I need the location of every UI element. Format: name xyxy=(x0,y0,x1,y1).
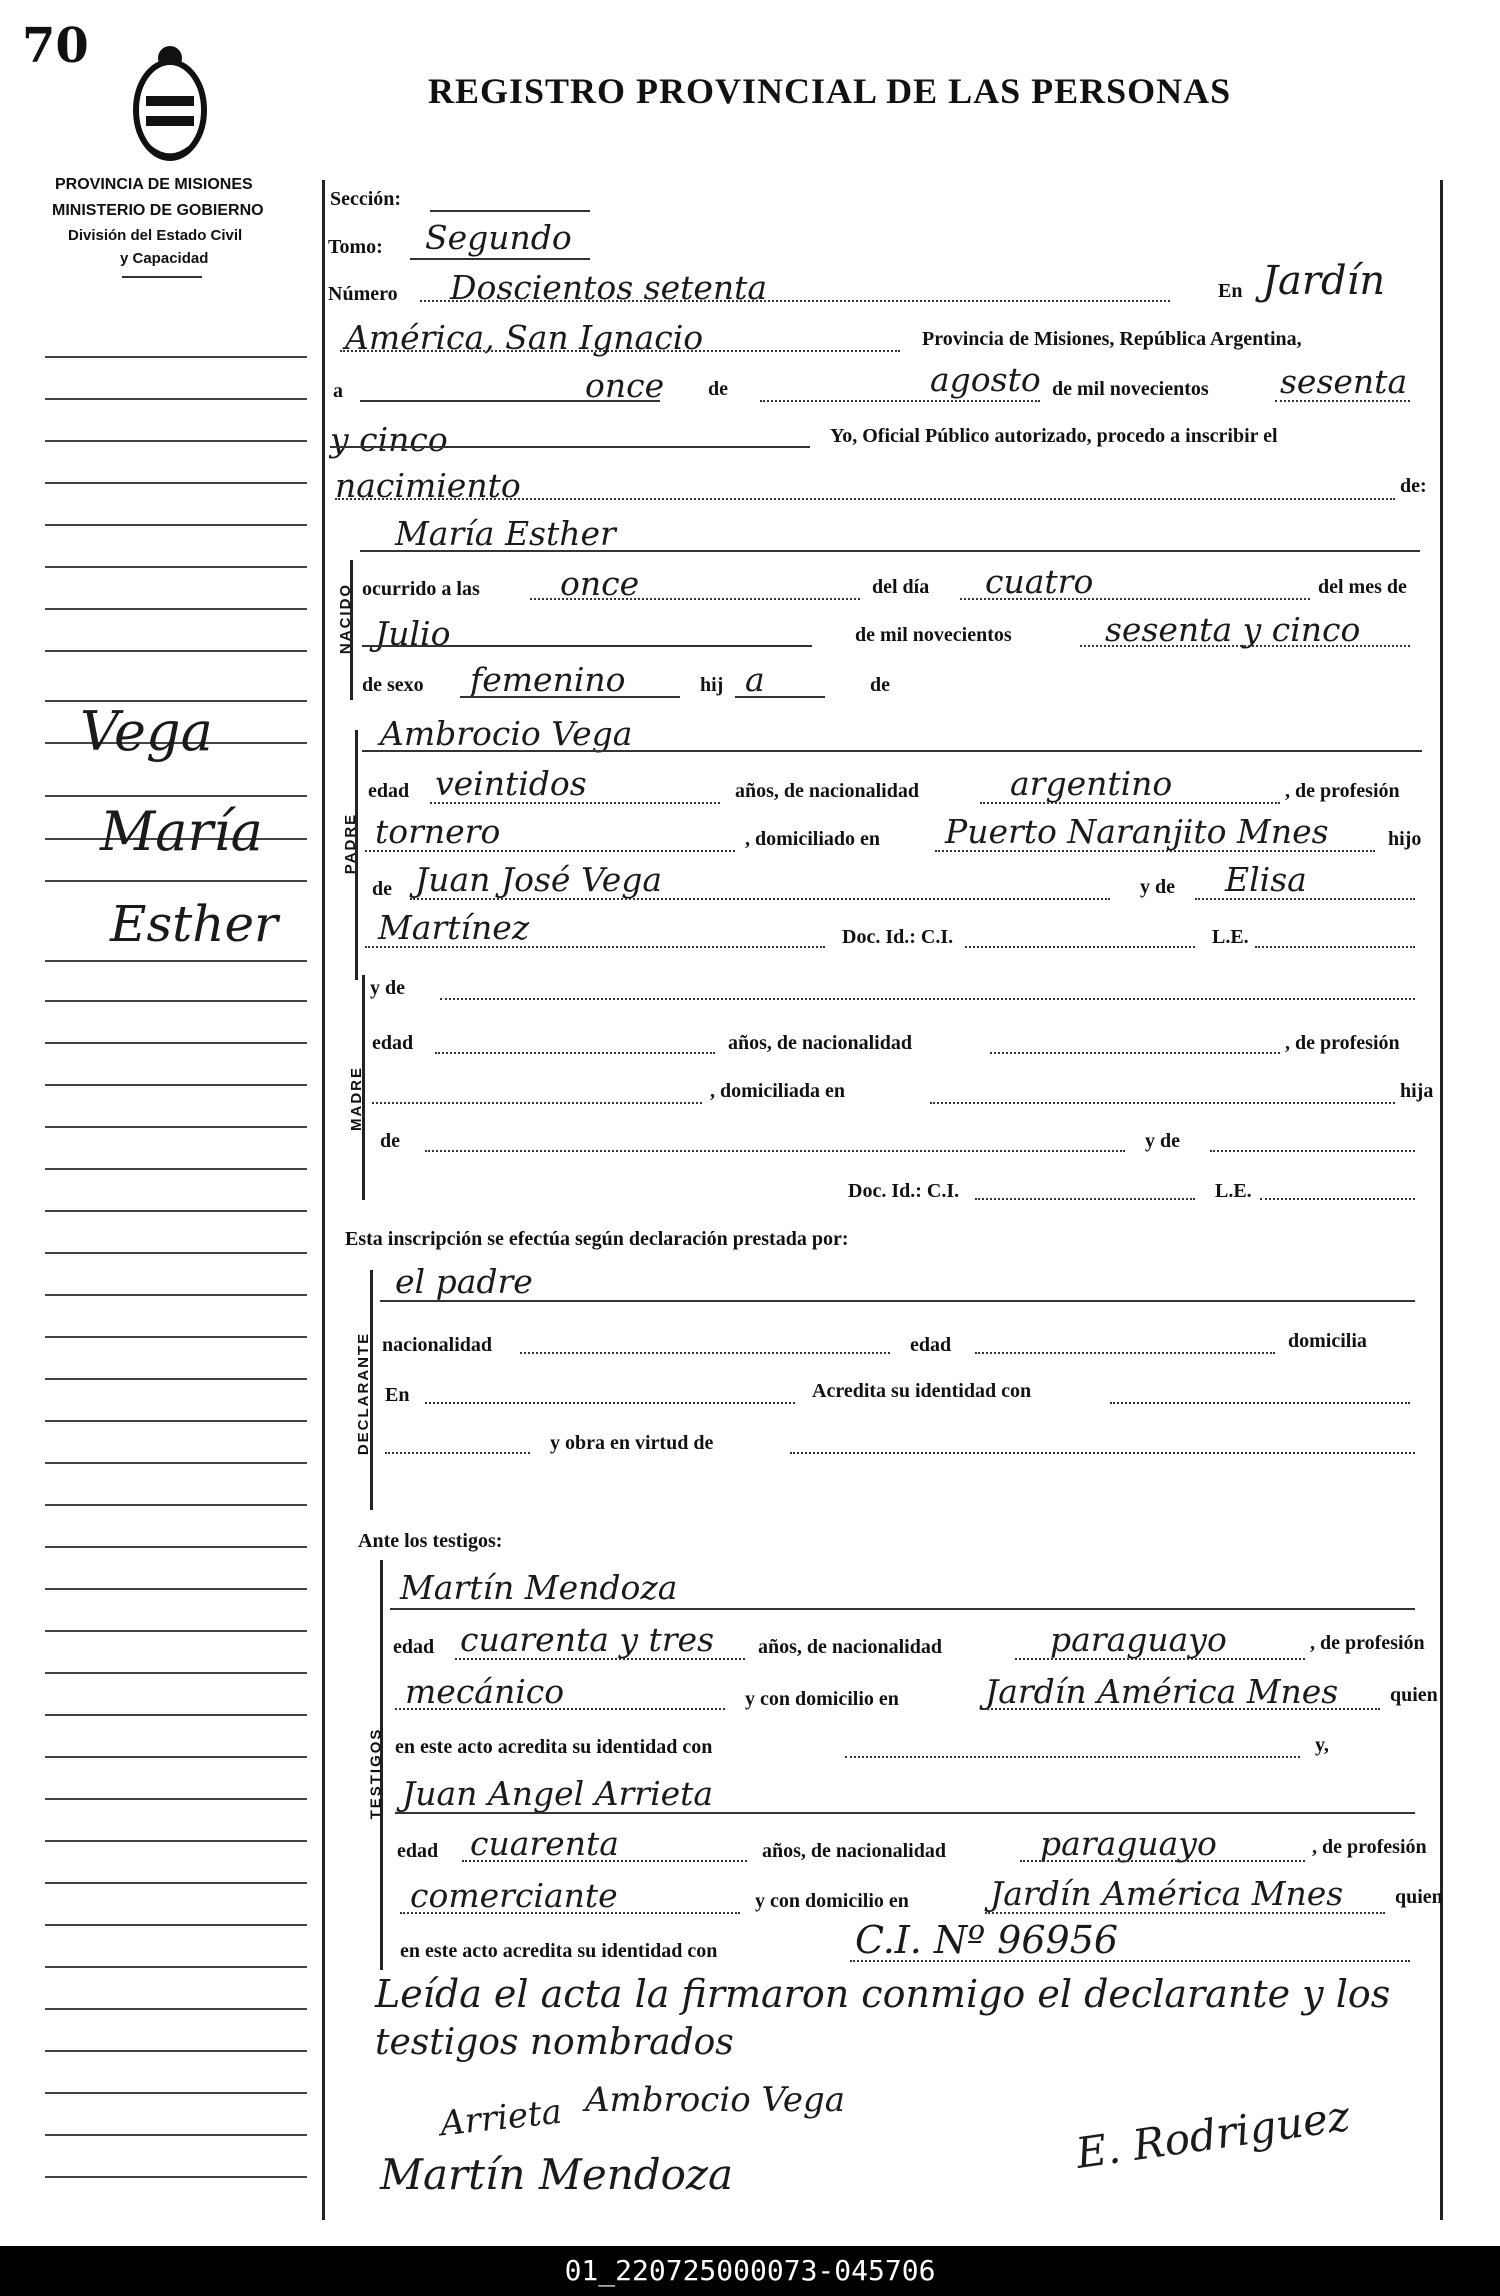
field-testigo2[interactable] xyxy=(395,1812,1415,1814)
field-nombre[interactable] xyxy=(360,550,1420,552)
value-t1-prof: mecánico xyxy=(405,1672,565,1711)
field-t2-identidad[interactable] xyxy=(850,1960,1410,1962)
label-hija: hija xyxy=(1400,1080,1434,1102)
value-t1-nac: paraguayo xyxy=(1050,1620,1227,1659)
field-acredita[interactable] xyxy=(1110,1402,1410,1404)
value-mes-nac: Julio xyxy=(375,614,451,653)
field-seccion[interactable] xyxy=(430,210,590,212)
label-de-mil2: de mil novecientos xyxy=(855,624,1012,646)
label-madre-de: de xyxy=(380,1130,400,1152)
label-obra: y obra en virtud de xyxy=(550,1432,714,1454)
field-t1-nac[interactable] xyxy=(1015,1658,1305,1660)
label-doc-id-madre: Doc. Id.: C.I. xyxy=(848,1180,960,1202)
value-t2-prof: comerciante xyxy=(410,1876,618,1915)
label-t1-nac: años, de nacionalidad xyxy=(758,1636,942,1658)
label-le-padre: L.E. xyxy=(1212,926,1249,948)
field-obra[interactable] xyxy=(790,1452,1415,1454)
field-numero[interactable] xyxy=(420,300,1170,302)
field-le-madre[interactable] xyxy=(1260,1198,1415,1200)
field-sexo[interactable] xyxy=(460,696,680,698)
field-t2-dom[interactable] xyxy=(985,1912,1385,1914)
value-padre: Ambrocio Vega xyxy=(380,714,633,753)
label-t2-nac: años, de nacionalidad xyxy=(762,1840,946,1862)
value-dia-nac: cuatro xyxy=(985,562,1094,601)
field-dia[interactable] xyxy=(360,400,660,402)
section-label-declarante: DECLARANTE xyxy=(355,1331,373,1456)
label-de-colon: de: xyxy=(1400,475,1427,497)
label-ante-testigos: Ante los testigos: xyxy=(358,1530,503,1552)
label-del-mes: del mes de xyxy=(1318,576,1407,598)
field-hij[interactable] xyxy=(735,696,825,698)
field-declarante[interactable] xyxy=(380,1300,1415,1302)
label-padre-prof: , de profesión xyxy=(1285,780,1400,802)
value-testigo2: Juan Angel Arrieta xyxy=(402,1774,714,1813)
label-padre-nac: años, de nacionalidad xyxy=(735,780,919,802)
value-t1-dom: Jardín América Mnes xyxy=(985,1672,1339,1711)
label-t2-edad: edad xyxy=(397,1840,439,1862)
label-del-dia: del día xyxy=(872,576,930,598)
field-anio2[interactable] xyxy=(330,446,810,448)
value-abuela2: Martínez xyxy=(378,908,530,947)
field-t1-prof[interactable] xyxy=(395,1708,725,1710)
label-t1-y: y, xyxy=(1315,1734,1329,1756)
value-padre-prof: tornero xyxy=(375,812,501,851)
page-number: 70 xyxy=(22,18,89,74)
org-line-3: División del Estado Civil xyxy=(68,227,243,244)
coat-of-arms-icon xyxy=(130,38,210,168)
field-abuelo[interactable] xyxy=(410,898,1110,900)
field-decl-edad[interactable] xyxy=(975,1352,1275,1354)
field-padre-dom[interactable] xyxy=(935,850,1375,852)
org-line-4: y Capacidad xyxy=(120,250,209,267)
label-en: En xyxy=(1218,280,1243,302)
field-hora[interactable] xyxy=(530,598,860,600)
label-de-2: de xyxy=(870,674,890,696)
value-numero: Doscientos setenta xyxy=(450,268,768,307)
field-padre-nac[interactable] xyxy=(980,802,1280,804)
label-de-sexo: de sexo xyxy=(362,674,424,696)
label-madre-y-de: y de xyxy=(370,977,405,999)
label-yo: Yo, Oficial Público autorizado, procedo a inscribir el xyxy=(830,425,1278,447)
field-tomo[interactable] xyxy=(410,258,590,260)
document-id-footer: 01_220725000073-045706 xyxy=(0,2246,1500,2296)
field-abuela[interactable] xyxy=(1195,898,1415,900)
label-padre-de: de xyxy=(372,878,392,900)
org-line-2: MINISTERIO DE GOBIERNO xyxy=(52,202,264,219)
field-dia-nac[interactable] xyxy=(960,598,1310,600)
label-provincia: Provincia de Misiones, República Argentina, xyxy=(922,328,1302,350)
section-label-padre: PADRE xyxy=(342,812,360,875)
field-decl-en[interactable] xyxy=(425,1402,795,1404)
field-madre-padre[interactable] xyxy=(425,1150,1125,1152)
label-padre-edad: edad xyxy=(368,780,410,802)
label-madre-y-de2: y de xyxy=(1145,1130,1180,1152)
closing-line-2: testigos nombrados xyxy=(375,2022,734,2063)
label-le-madre: L.E. xyxy=(1215,1180,1252,1202)
label-acredita: Acredita su identidad con xyxy=(812,1380,1032,1402)
label-madre-prof: , de profesión xyxy=(1285,1032,1400,1054)
field-mes-nac[interactable] xyxy=(362,645,812,647)
field-ci-padre[interactable] xyxy=(965,946,1195,948)
value-sexo: femenino xyxy=(470,660,626,699)
field-le-padre[interactable] xyxy=(1255,946,1415,948)
label-tomo: Tomo: xyxy=(328,236,383,258)
label-domiciliada: , domiciliada en xyxy=(710,1080,846,1102)
field-t2-prof[interactable] xyxy=(400,1912,740,1914)
value-anio: sesenta xyxy=(1280,362,1408,401)
value-t2-doc: C.I. Nº 96956 xyxy=(855,1918,1119,1962)
org-line-1: PROVINCIA DE MISIONES xyxy=(55,176,253,193)
field-padre[interactable] xyxy=(362,750,1422,752)
field-ci-madre[interactable] xyxy=(975,1198,1195,1200)
main-right-rule xyxy=(1440,180,1443,2220)
label-t1-edad: edad xyxy=(393,1636,435,1658)
value-t2-dom: Jardín América Mnes xyxy=(990,1874,1344,1913)
value-en-lugar: Jardín xyxy=(1262,258,1386,304)
field-t1-edad[interactable] xyxy=(455,1658,745,1660)
field-anio-nac[interactable] xyxy=(1080,645,1410,647)
label-de-mil: de mil novecientos xyxy=(1052,378,1209,400)
margin-given-name-1: María xyxy=(100,800,263,863)
label-ocurrido: ocurrido a las xyxy=(362,578,480,600)
value-padre-dom: Puerto Naranjito Mnes xyxy=(945,812,1329,851)
value-padre-nac: argentino xyxy=(1010,764,1173,803)
margin-surname: Vega xyxy=(80,700,213,763)
field-abuela2[interactable] xyxy=(365,946,825,948)
section-label-nacido: NACIDO xyxy=(337,582,355,655)
field-madre-nac[interactable] xyxy=(990,1052,1280,1054)
label-t1-en-este: en este acto acredita su identidad con xyxy=(395,1736,713,1758)
label-domiciliado: , domiciliado en xyxy=(745,828,881,850)
value-dia: once xyxy=(585,366,665,405)
field-padre-prof[interactable] xyxy=(365,850,735,852)
label-t2-quien: quien xyxy=(1395,1886,1443,1908)
signature-testigo1: Martín Mendoza xyxy=(380,2150,734,2199)
value-abuela: Elisa xyxy=(1225,860,1307,899)
label-doc-id-padre: Doc. Id.: C.I. xyxy=(842,926,954,948)
field-madre-madre[interactable] xyxy=(1210,1150,1415,1152)
value-declarante: el padre xyxy=(395,1262,533,1301)
label-t1-quien: quien xyxy=(1390,1684,1438,1706)
field-t1-dom[interactable] xyxy=(980,1708,1380,1710)
closing-line-1: Leída el acta la firmaron conmigo el declarante y los xyxy=(375,1972,1391,2016)
document-title: REGISTRO PROVINCIAL DE LAS PERSONAS xyxy=(428,71,1232,111)
label-decl-en: En xyxy=(385,1384,410,1406)
value-abuelo: Juan José Vega xyxy=(415,860,663,899)
label-madre-edad: edad xyxy=(372,1032,414,1054)
label-madre-nac: años, de nacionalidad xyxy=(728,1032,912,1054)
main-left-rule xyxy=(322,180,325,2220)
value-padre-edad: veintidos xyxy=(435,764,587,803)
label-decl-nacionalidad: nacionalidad xyxy=(382,1334,493,1356)
label-decl-domicilia: domicilia xyxy=(1288,1330,1367,1352)
label-hijo: hijo xyxy=(1388,828,1422,850)
field-decl-nacionalidad[interactable] xyxy=(520,1352,890,1354)
label-hij: hij xyxy=(700,674,724,696)
org-divider xyxy=(122,276,202,278)
value-hora: once xyxy=(560,564,640,603)
label-seccion: Sección: xyxy=(330,188,402,210)
field-lugar2[interactable] xyxy=(340,350,900,352)
field-tipo[interactable] xyxy=(335,498,1395,500)
label-a: a xyxy=(333,380,343,402)
field-madre-prof[interactable] xyxy=(372,1102,702,1104)
margin-given-name-2: Esther xyxy=(110,895,278,953)
value-nombre: María Esther xyxy=(395,514,616,553)
value-mes: agosto xyxy=(930,360,1041,399)
field-padre-edad[interactable] xyxy=(430,802,720,804)
value-lugar2: América, San Ignacio xyxy=(345,318,704,357)
label-t2-en-este: en este acto acredita su identidad con xyxy=(400,1940,718,1962)
field-madre-edad[interactable] xyxy=(435,1052,715,1054)
label-t2-prof: , de profesión xyxy=(1312,1836,1427,1858)
field-t2-nac[interactable] xyxy=(1020,1860,1305,1862)
field-t2-edad[interactable] xyxy=(462,1860,747,1862)
signature-declarante: Ambrocio Vega xyxy=(585,2080,846,2120)
field-anio[interactable] xyxy=(1275,400,1410,402)
value-anio-nac: sesenta y cinco xyxy=(1105,610,1361,649)
label-esta-inscripcion: Esta inscripción se efectúa según declaración prestada por: xyxy=(345,1228,849,1250)
value-hij-suffix: a xyxy=(745,660,765,699)
field-mes[interactable] xyxy=(760,400,1040,402)
section-label-testigos: TESTIGOS xyxy=(367,1727,385,1820)
label-decl-edad: edad xyxy=(910,1334,952,1356)
value-anio2: y cinco xyxy=(330,420,448,459)
field-testigo1[interactable] xyxy=(390,1608,1415,1610)
label-t1-con-dom: y con domicilio en xyxy=(745,1688,899,1710)
section-label-madre: MADRE xyxy=(348,1066,365,1131)
signature-oficial: E. Rodriguez xyxy=(1072,2091,1353,2178)
label-t2-con-dom: y con domicilio en xyxy=(755,1890,909,1912)
label-numero: Número xyxy=(328,283,398,305)
value-tomo: Segundo xyxy=(425,218,572,257)
field-madre-dom[interactable] xyxy=(930,1102,1395,1104)
label-t1-prof: , de profesión xyxy=(1310,1632,1425,1654)
field-decl-obra-pre[interactable] xyxy=(385,1452,530,1454)
signature-arrieta: Arrieta xyxy=(438,2091,564,2145)
label-de: de xyxy=(708,378,728,400)
value-t1-edad: cuarenta y tres xyxy=(460,1620,715,1659)
value-tipo: nacimiento xyxy=(335,466,521,505)
value-t2-nac: paraguayo xyxy=(1040,1824,1217,1863)
value-t2-edad: cuarenta xyxy=(470,1824,619,1863)
label-y-de-padre: y de xyxy=(1140,876,1175,898)
field-t1-identidad[interactable] xyxy=(845,1756,1300,1758)
field-madre[interactable] xyxy=(440,998,1415,1000)
value-testigo1: Martín Mendoza xyxy=(400,1568,678,1607)
